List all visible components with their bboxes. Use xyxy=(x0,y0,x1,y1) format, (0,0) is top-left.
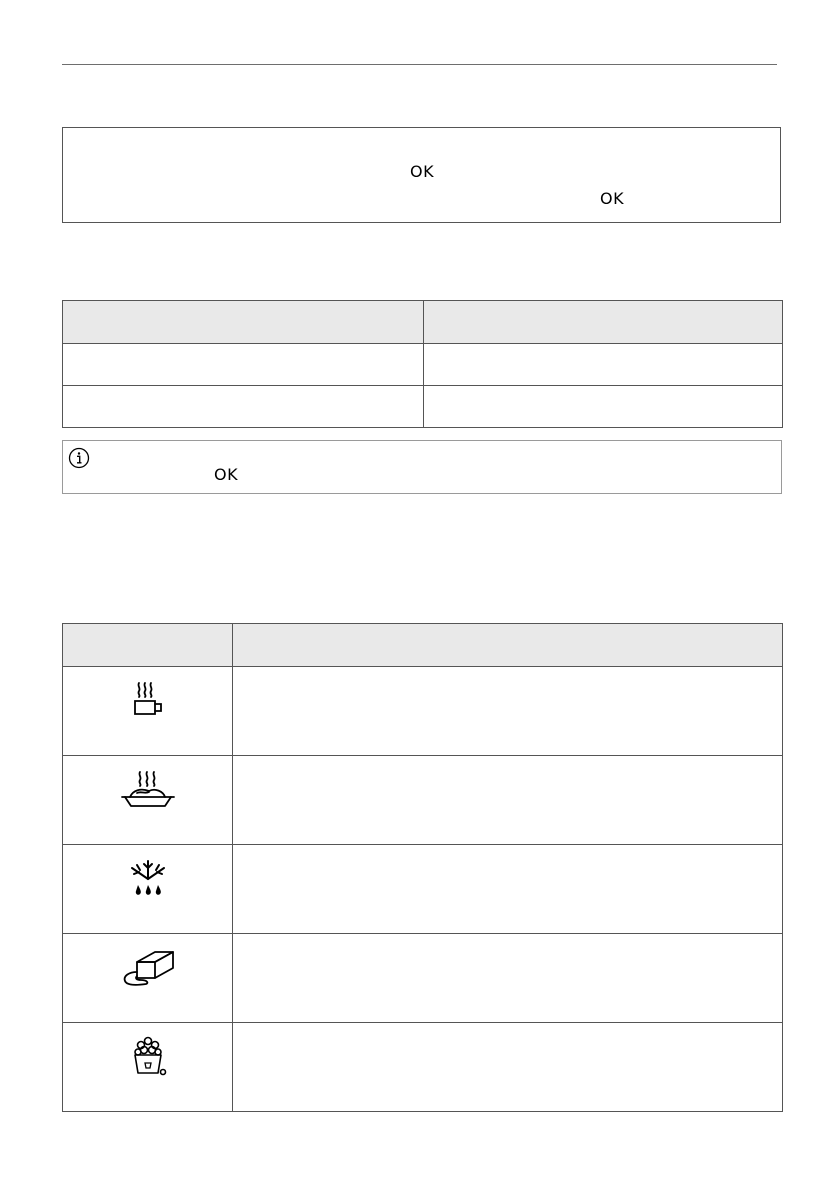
table-row xyxy=(63,667,783,756)
table-row xyxy=(63,386,783,428)
table-header-cell xyxy=(63,624,233,667)
ok-button-label-1: OK xyxy=(410,162,435,181)
ok-button-label-2: OK xyxy=(600,189,625,208)
info-icon xyxy=(68,447,90,469)
table-row xyxy=(63,845,783,934)
hot-drink-icon xyxy=(131,681,165,719)
icon-cell xyxy=(63,667,233,756)
description-cell xyxy=(233,934,783,1023)
table-header-row xyxy=(63,301,783,344)
table-row xyxy=(63,1023,783,1112)
icon-cell xyxy=(63,756,233,845)
info-note xyxy=(62,440,782,494)
table-header-cell xyxy=(233,624,783,667)
melt-butter-icon xyxy=(119,948,177,990)
header-rule xyxy=(62,64,777,65)
icon-cell xyxy=(63,845,233,934)
table-cell xyxy=(63,344,424,386)
table-row xyxy=(63,756,783,845)
table-cell xyxy=(424,344,783,386)
table-header-row xyxy=(63,624,783,667)
popcorn-icon xyxy=(128,1035,168,1079)
warm-dish-icon xyxy=(119,770,177,810)
table-row xyxy=(63,934,783,1023)
ok-button-label-3: OK xyxy=(214,465,239,484)
icon-cell xyxy=(63,934,233,1023)
description-cell xyxy=(233,1023,783,1112)
table-cell xyxy=(424,386,783,428)
table-row xyxy=(63,344,783,386)
table-header-cell xyxy=(424,301,783,344)
description-cell xyxy=(233,845,783,934)
table-header-cell xyxy=(63,301,424,344)
settings-table xyxy=(62,300,783,428)
function-table xyxy=(62,623,783,1112)
instruction-panel xyxy=(62,127,781,223)
icon-cell xyxy=(63,1023,233,1112)
defrost-icon xyxy=(125,859,171,899)
table-cell xyxy=(63,386,424,428)
description-cell xyxy=(233,667,783,756)
description-cell xyxy=(233,756,783,845)
